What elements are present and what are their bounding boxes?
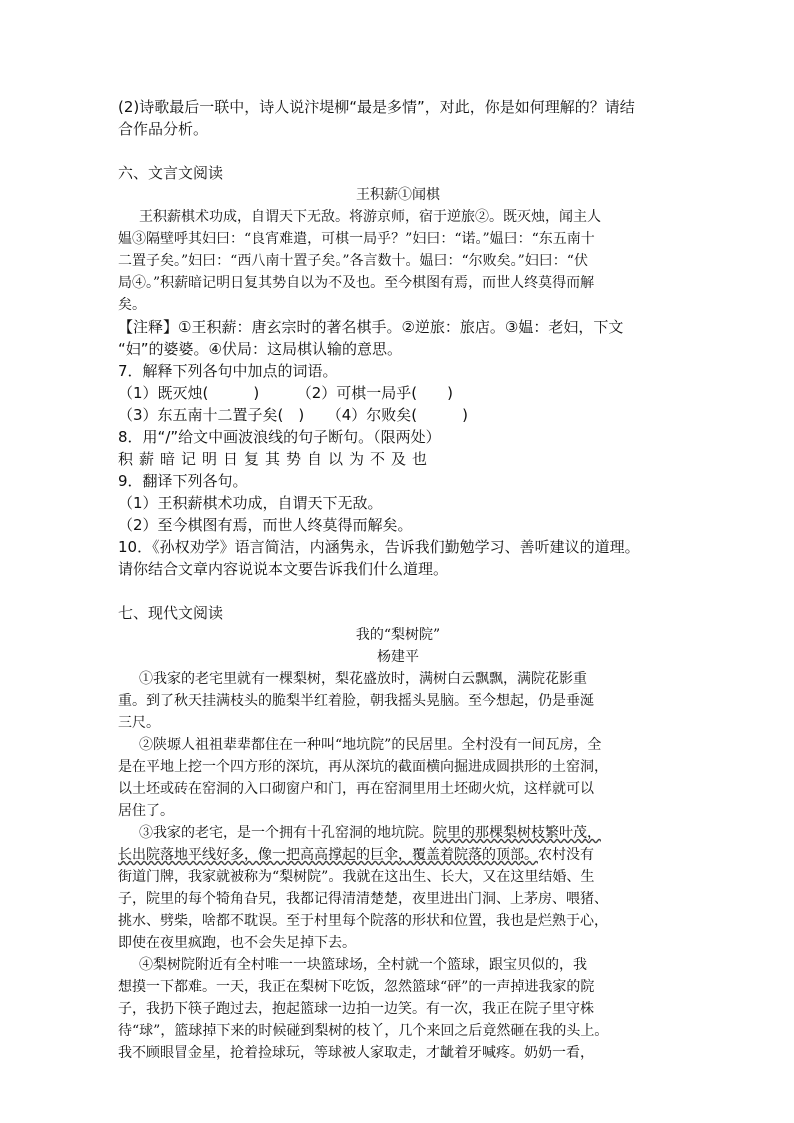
section-6-heading: 六、文言文阅读 [118, 164, 224, 182]
underlined-text: 院里的那棵梨树枝繁叶茂， [433, 825, 601, 841]
classical-line: 王积薪棋术功成，自谓天下无敌。将游京师，宿于逆旅②。既灭烛，闻主人 [139, 209, 601, 225]
question-8-sentence: 积薪暗记明日复其势自以为不及也 [118, 450, 434, 468]
question-7: 7．解释下列各句中加点的词语。 [118, 362, 338, 380]
paragraph-line: 三尺。 [118, 715, 160, 731]
paragraph-line: ①我家的老宅里就有一棵梨树，梨花盛放时，满树白云飘飘，满院花影重 [139, 671, 587, 687]
paragraph-line: 我不顾眼冒金星，抢着捡球玩，等球被人家取走，才龇着牙喊疼。奶奶一看， [118, 1045, 594, 1061]
classical-line: 矣。 [118, 297, 146, 313]
paragraph-line: 挑水、劈柴，啥都不耽误。至于村里每个院落的形状和位置，我也是烂熟于心， [118, 913, 608, 929]
paragraph-line: 街道门牌，我家就被称为“梨树院”。我就在这出生、长大，又在这里结婚、生 [118, 869, 595, 885]
paragraph-line: 想摸一下都难。一天，我正在梨树下吃饭，忽然篮球“砰”的一声掉进我家的院 [118, 979, 595, 995]
paragraph-line: 居住了。 [118, 803, 174, 819]
paragraph-line: 子，院里的每个犄角旮旯，我都记得清清楚楚，夜里进出门洞、上茅房、喂猪、 [118, 891, 608, 907]
classical-line: 媪③隔壁呼其妇曰：“良宵难遣，可棋一局乎？”妇曰：“诺。”媪曰：“东五南十 [118, 231, 595, 247]
paragraph-line: 以土坯或砖在窑洞的入口砌窗户和门，再在窑洞里用土坯砌火炕，这样就可以 [118, 781, 594, 797]
paragraph-line [118, 822, 678, 844]
classical-notes: 【注释】①王积薪：唐玄宗时的著名棋手。②逆旅：旅店。③媪：老妇，下文 [118, 318, 624, 336]
question-10: 10．《孙权劝学》语言简洁，内涵隽永，告诉我们勤勉学习、善听建议的道理。 [118, 538, 640, 556]
modern-author: 杨建平 [377, 649, 419, 665]
question-line: (2)诗歌最后一联中，诗人说汴堤柳“最是多情”，对此，你是如何理解的？请结 [118, 98, 635, 116]
classical-line: 二置子矣。”妇曰：“西八南十置子矣。”各言数十。媪曰：“尔败矣。”妇曰：“伏 [118, 253, 588, 269]
question-8: 8．用“/”给文中画波浪线的句子断句。（限两处） [118, 428, 441, 446]
question-9: 9．翻译下列各句。 [118, 472, 248, 490]
classical-title: 王积薪①闻棋 [356, 187, 440, 203]
question-2 [118, 96, 678, 140]
question-10: 请你结合文章内容说说本文要告诉我们什么道理。 [118, 560, 449, 578]
modern-passage [118, 624, 678, 1064]
section-7-heading: 七、现代文阅读 [118, 604, 224, 622]
document-page [118, 96, 678, 1064]
question-block [118, 360, 678, 580]
paragraph-line: 子，我扔下筷子跑过去，抱起篮球一边拍一边笑。有一次，我正在院子里守株 [118, 1001, 594, 1017]
paragraph-text: ③我家的老宅，是一个拥有十孔窑洞的地坑院。 [139, 825, 433, 841]
paragraph-line: 重。到了秋天挂满枝头的脆梨半红着脸，朝我摇头晃脑。至今想起，仍是垂涎 [118, 693, 594, 709]
question-9-item: （1）王积薪棋术功成，自谓天下无敌。 [118, 494, 383, 512]
question-7-row: （3）东五南十二置子矣( ) （4）尔败矣( ) [118, 406, 468, 424]
paragraph-text: 农村没有 [538, 847, 594, 863]
paragraph-line: ②陕塬人祖祖辈辈都住在一种叫“地坑院”的民居里。全村没有一间瓦房，全 [139, 737, 602, 753]
modern-title: 我的“梨树院” [355, 627, 441, 643]
paragraph-line: 待“球”，篮球掉下来的时候碰到梨树的枝丫，几个来回之后竟然砸在我的头上。 [118, 1023, 609, 1039]
classical-passage [118, 184, 678, 360]
underlined-text: 长出院落地平线好多，像一把高高撑起的巨伞，覆盖着院落的顶部。 [118, 847, 538, 863]
classical-notes: “妇”的婆婆。④伏局：这局棋认输的意思。 [118, 340, 402, 358]
paragraph-line: ④梨树院附近有全村唯一一块篮球场，全村就一个篮球，跟宝贝似的，我 [139, 957, 587, 973]
paragraph-line [118, 844, 678, 866]
question-line: 合作品分析。 [118, 120, 209, 138]
question-7-row: （1）既灭烛( ) （2）可棋一局乎( ) [118, 384, 453, 402]
paragraph-line: 即使在夜里疯跑，也不会失足掉下去。 [118, 935, 356, 951]
paragraph-line: 是在平地上挖一个四方形的深坑，再从深坑的截面横向掘进成圆拱形的土窑洞， [118, 759, 608, 775]
classical-line: 局④。”积薪暗记明日复其势自以为不及也。至今棋图有焉，而世人终莫得而解 [118, 275, 595, 291]
question-9-item: （2）至今棋图有焉，而世人终莫得而解矣。 [118, 516, 413, 534]
